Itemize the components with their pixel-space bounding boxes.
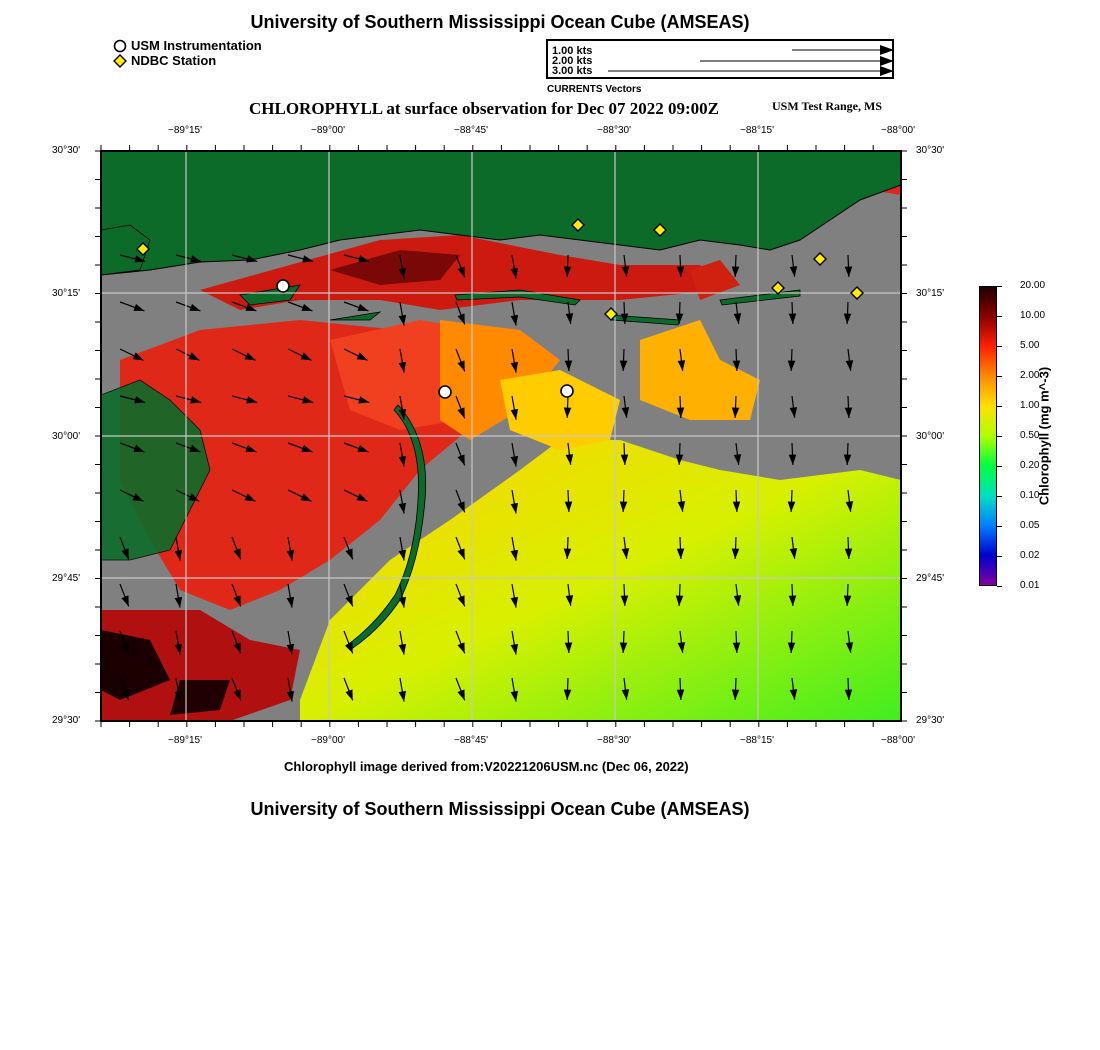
lon-tick-bottom: −89°15' bbox=[168, 735, 202, 746]
colorbar-label: Chlorophyll (mg m^-3) bbox=[1036, 366, 1052, 506]
lon-tick-top: −88°15' bbox=[740, 125, 774, 136]
colorbar-tick-label: 0.01 bbox=[1020, 580, 1040, 591]
lat-tick-left: 29°45' bbox=[52, 573, 81, 584]
lon-tick-bottom: −88°45' bbox=[454, 735, 488, 746]
lon-tick-bottom: −88°30' bbox=[597, 735, 631, 746]
colorbar-tick-mark bbox=[997, 436, 1002, 437]
colorbar-tick-label: 5.00 bbox=[1020, 340, 1040, 351]
lat-tick-left: 30°00' bbox=[52, 431, 81, 442]
colorbar-tick-mark bbox=[997, 376, 1002, 377]
colorbar-tick-mark bbox=[997, 286, 1002, 287]
lon-tick-top: −89°00' bbox=[311, 125, 345, 136]
region-label: USM Test Range, MS bbox=[772, 99, 883, 113]
vector-scale-3: 3.00 kts bbox=[552, 65, 593, 77]
colorbar-tick-mark bbox=[997, 586, 1002, 587]
footer-title: University of Southern Mississippi Ocean Cube (AMSEAS) bbox=[250, 799, 750, 819]
usm-legend-label: USM Instrumentation bbox=[131, 38, 262, 53]
colorbar-tick-label: 10.00 bbox=[1020, 310, 1046, 321]
lat-tick-right: 30°30' bbox=[916, 145, 945, 156]
colorbar-gradient bbox=[980, 287, 996, 585]
vector-scale-2: 2.00 kts bbox=[552, 55, 593, 67]
lon-tick-bottom: −89°00' bbox=[311, 735, 345, 746]
source-caption: Chlorophyll image derived from:V20221206USM.nc (Dec 06, 2022) bbox=[284, 759, 689, 774]
colorbar-tick-mark bbox=[997, 346, 1002, 347]
lat-tick-right: 29°45' bbox=[916, 573, 945, 584]
colorbar-tick-label: 20.00 bbox=[1020, 280, 1046, 291]
usm-marker[interactable] bbox=[277, 280, 289, 292]
colorbar-tick-label: 0.50 bbox=[1020, 430, 1040, 441]
lat-tick-right: 30°15' bbox=[916, 288, 945, 299]
colorbar-tick-label: 0.10 bbox=[1020, 490, 1040, 501]
colorbar-tick-label: 2.00 bbox=[1020, 370, 1040, 381]
colorbar-tick-mark bbox=[997, 556, 1002, 557]
usm-marker[interactable] bbox=[561, 385, 573, 397]
lon-tick-bottom: −88°00' bbox=[881, 735, 915, 746]
lon-tick-top: −88°30' bbox=[597, 125, 631, 136]
lat-tick-left: 30°30' bbox=[52, 145, 81, 156]
colorbar-tick-mark bbox=[997, 466, 1002, 467]
usm-marker[interactable] bbox=[439, 386, 451, 398]
vector-scale-1: 1.00 kts bbox=[552, 45, 593, 57]
colorbar bbox=[979, 286, 997, 586]
lat-tick-left: 30°15' bbox=[52, 288, 81, 299]
colorbar-tick-label: 0.02 bbox=[1020, 550, 1040, 561]
colorbar-tick-mark bbox=[997, 496, 1002, 497]
lat-tick-right: 30°00' bbox=[916, 431, 945, 442]
page-title: University of Southern Mississippi Ocean Cube (AMSEAS) bbox=[250, 12, 750, 32]
lon-tick-top: −88°45' bbox=[454, 125, 488, 136]
vector-caption: CURRENTS Vectors bbox=[547, 84, 642, 95]
ndbc-legend-label: NDBC Station bbox=[131, 53, 217, 68]
lon-tick-bottom: −88°15' bbox=[740, 735, 774, 746]
colorbar-tick-mark bbox=[997, 526, 1002, 527]
colorbar-tick-mark bbox=[997, 316, 1002, 317]
lon-tick-top: −88°00' bbox=[881, 125, 915, 136]
lon-tick-top: −89°15' bbox=[168, 125, 202, 136]
colorbar-tick-label: 0.05 bbox=[1020, 520, 1040, 531]
map-subtitle: CHLOROPHYLL at surface observation for Dec 07 2022 09:00Z bbox=[249, 99, 719, 118]
colorbar-tick-mark bbox=[997, 406, 1002, 407]
colorbar-tick-label: 0.20 bbox=[1020, 460, 1040, 471]
lat-tick-right: 29°30' bbox=[916, 715, 945, 726]
lat-tick-left: 29°30' bbox=[52, 715, 81, 726]
colorbar-tick-label: 1.00 bbox=[1020, 400, 1040, 411]
